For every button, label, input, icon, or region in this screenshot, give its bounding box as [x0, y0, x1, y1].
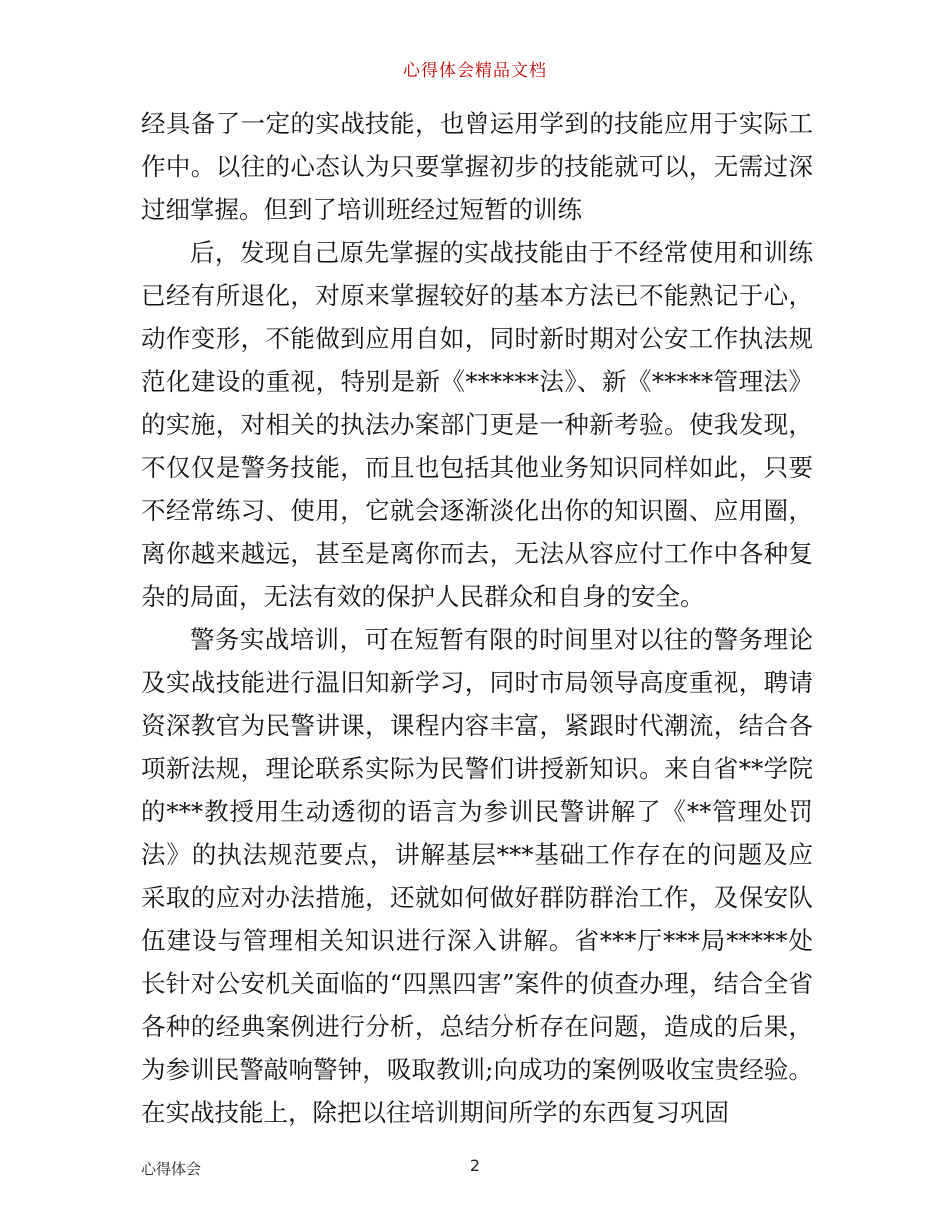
paragraph-3: 警务实战培训，可在短暂有限的时间里对以往的警务理论及实战技能进行温旧知新学习，同时市局领导高度重视，聘请资深教官为民警讲课，课程内容丰富，紧跟时代潮流，结合各项新法规，理论联系实际为民警们讲授新知识。来自省**学院的***教授用生动透彻的语言为参训民警讲解了《**管理处罚法》的执法规范要点，讲解基层***基础工作存在的问题及应采取的应对办法措施，还就如何做好群防群治工作，及保安队伍建设与管理相关知识进行深入讲解。省***厅***局*****处长针对公安机关面临的“四黑四害”案件的侦查办理，结合全省各种的经典案例进行分析，总结分析存在问题，造成的后果，为参训民警敲响警钟，吸取教训;向成功的案例吸收宝贵经验。在实战技能上，除把以往培训期间所学的东西复习巩固 [141, 625, 813, 1127]
paragraph-1: 经具备了一定的实战技能，也曾运用学到的技能应用于实际工作中。以往的心态认为只要掌握初步的技能就可以，无需过深过细掌握。但到了培训班经过短暂的训练 [141, 109, 813, 224]
paragraph-2: 后，发现自己原先掌握的实战技能由于不经常使用和训练已经有所退化，对原来掌握较好的基本方法已不能熟记于心，动作变形，不能做到应用自如，同时新时期对公安工作执法规范化建设的重视，特别是新《******法》、新《*****管理法》的实施，对相关的执法办案部门更是一种新考验。使我发现，不仅仅是警务技能，而且也包括其他业务知识同样如此，只要不经常练习、使用，它就会逐渐淡化出你的知识圈、应用圈，离你越来越远，甚至是离你而去，无法从容应付工作中各种复杂的局面，无法有效的保护人民群众和自身的安全。 [141, 238, 813, 611]
footer-label: 心得体会 [141, 1160, 202, 1178]
page-number: 2 [469, 1156, 481, 1175]
page-header-title: 心得体会精品文档 [403, 61, 547, 81]
document-body [141, 102, 813, 1134]
